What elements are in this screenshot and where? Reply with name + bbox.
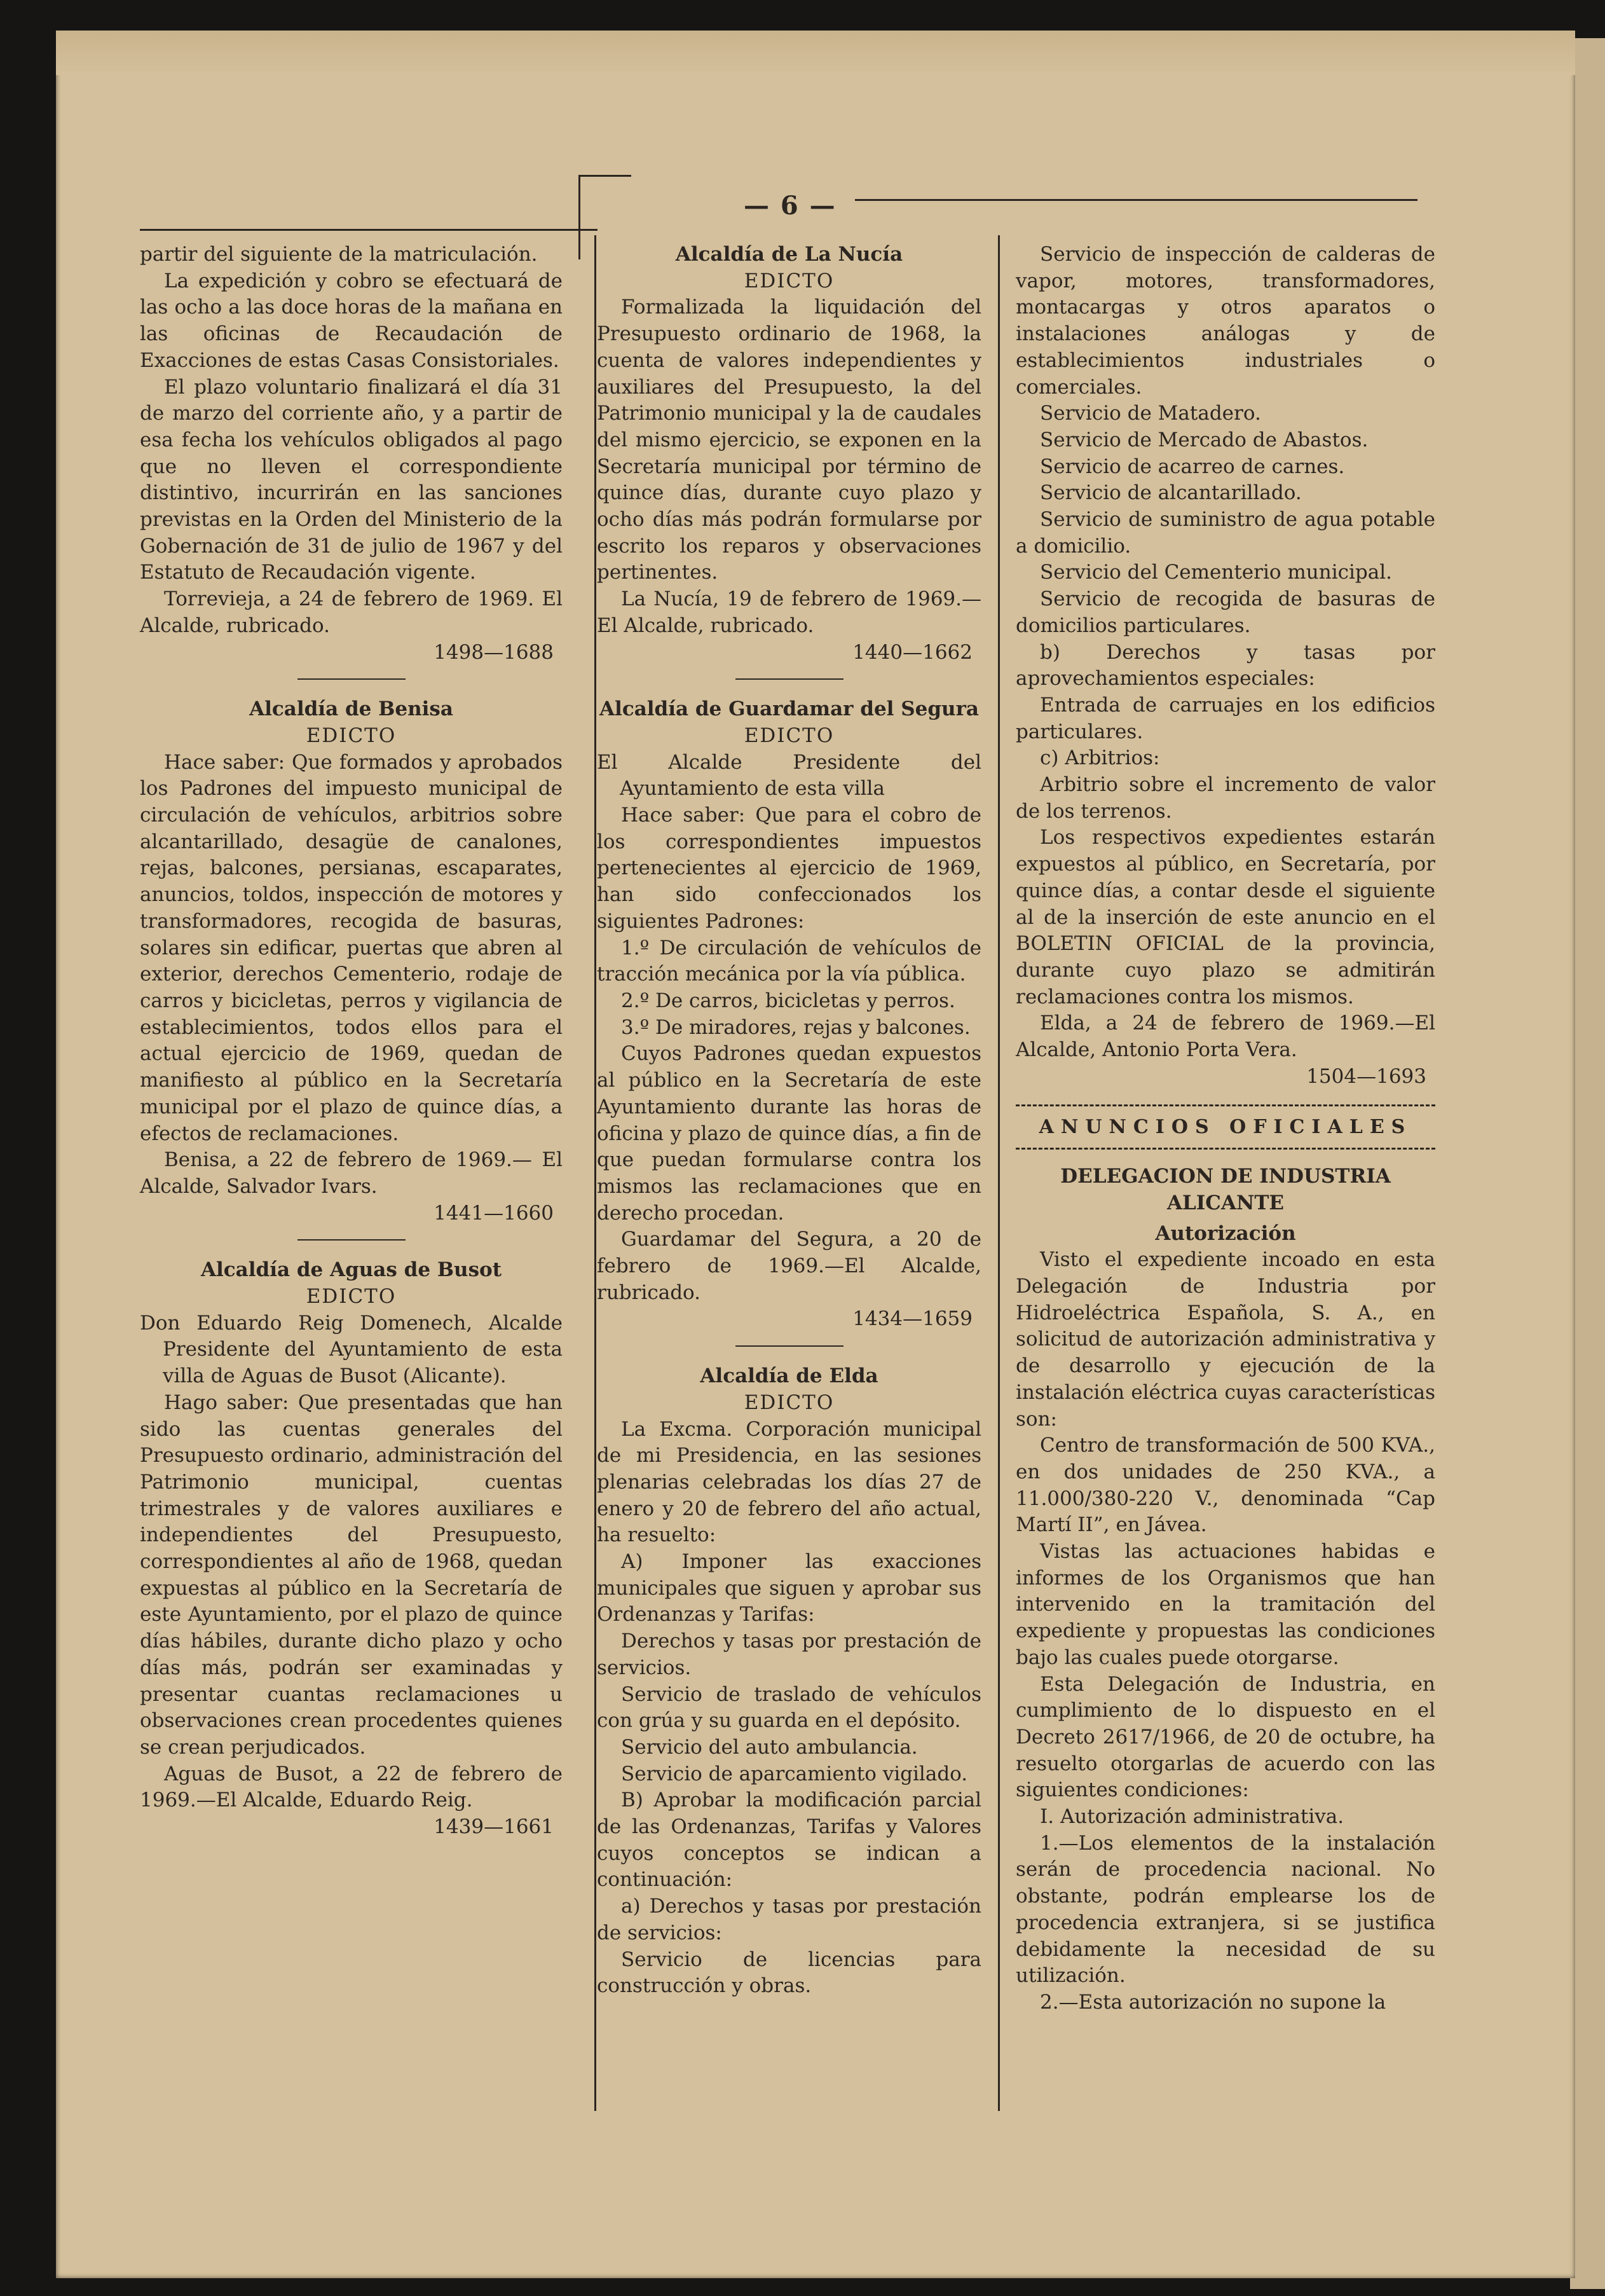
- section-heading: DELEGACION DE INDUSTRIA: [1060, 1165, 1391, 1188]
- reference-number: 1439—1661: [434, 1815, 554, 1839]
- paragraph: Servicio de Mercado de Abastos.: [1040, 428, 1369, 451]
- paragraph: c) Arbitrios:: [1040, 746, 1160, 770]
- header-rule-right: [855, 199, 1417, 201]
- paragraph: Don Eduardo Reig Domenech, Alcalde Presidente del Ayuntamiento de esta villa de Aguas de Busot (Alicante).: [140, 1311, 563, 1388]
- paragraph: A) Imponer las exacciones municipales que siguen y aprobar sus Ordenanzas y Tarifas:: [597, 1550, 981, 1626]
- paragraph: Servicio de Matadero.: [1040, 402, 1261, 425]
- paragraph: Entrada de carruajes en los edificios particulares.: [1016, 693, 1435, 743]
- paragraph: Servicio de inspección de calderas de vapor, motores, transformadores, montacargas y otros aparatos o instalaciones análogas y de establecimientos industriales o comerciales.: [1016, 243, 1435, 399]
- paragraph: Aguas de Busot, a 22 de febrero de 1969.—El Alcalde, Eduardo Reig.: [140, 1762, 563, 1812]
- paragraph: Benisa, a 22 de febrero de 1969.— El Alcalde, Salvador Ivars.: [140, 1148, 563, 1198]
- paragraph: Hace saber: Que formados y aprobados los Padrones del impuesto municipal de circulación de vehículos, arbitrios sobre alcantarillado, desagüe de canalones, rejas, balcones, persianas, escaparates, anuncios, toldos, inspección de motores y transformadores, recogida de basuras, solares sin edificar, puertas que abren al exterior, derechos Cementerio, rodaje de carros y bicicletas, perros y vigilancia de establecimientos, todos ellos para el actual ejercicio de 1969, quedan de manifiesto al público en la Secretaría municipal por el plazo de quince días, a efectos de reclamaciones.: [140, 750, 563, 1145]
- reference-number: 1441—1660: [434, 1201, 554, 1225]
- paragraph: Servicio de alcantarillado.: [1040, 481, 1302, 505]
- paragraph: La Nucía, 19 de febrero de 1969.— El Alcalde, rubricado.: [597, 588, 981, 637]
- edicto-label: EDICTO: [744, 269, 835, 292]
- paragraph: Servicio de traslado de vehículos con grúa y su guarda en el depósito.: [597, 1682, 981, 1733]
- column-divider-2: [998, 235, 1000, 2111]
- paragraph: Guardamar del Segura, a 20 de febrero de 1969.—El Alcalde, rubricado.: [597, 1228, 981, 1304]
- reference-number: 1440—1662: [852, 640, 973, 664]
- paragraph: 2.—Esta autorización no supone la: [1040, 1991, 1386, 2014]
- paragraph: b) Derechos y tasas por aprovechamientos especiales:: [1016, 640, 1435, 691]
- paragraph: Arbitrio sobre el incremento de valor de los terrenos.: [1016, 773, 1435, 823]
- section-heading: Alcaldía de Guardamar del Segura: [599, 698, 979, 721]
- section-subheading: ALICANTE: [1166, 1191, 1285, 1214]
- paragraph: Hago saber: Que presentadas que han sido las cuentas generales del Presupuesto ordinario, administración del Patrimonio municipal, cuentas trimestrales y de valores auxiliares e independientes del Presupuesto, correspondientes al año de 1968, quedan expuestas al público en la Secretaría de este Ayuntamiento, por el plazo de quince días hábiles, durante dicho plazo y ocho días más, podrán ser examinadas y presentar cuantas reclamaciones u observaciones crean procedentes quienes se crean perjudicados.: [140, 1391, 563, 1759]
- separator: [297, 678, 406, 680]
- edicto-label: EDICTO: [306, 724, 397, 747]
- edicto-label: EDICTO: [744, 1391, 835, 1414]
- paragraph: Servicio de licencias para construcción y obras.: [597, 1948, 981, 1998]
- paragraph: Cuyos Padrones quedan expuestos al público en la Secretaría de este Ayuntamiento durante las horas de oficina y plazo de quince días, a fin de que puedan formularse contra los mismos las reclamaciones que en derecho procedan.: [597, 1042, 981, 1225]
- paragraph: Elda, a 24 de febrero de 1969.—El Alcalde, Antonio Porta Vera.: [1016, 1012, 1435, 1062]
- list-item: 3.º De miradores, rejas y balcones.: [621, 1015, 971, 1039]
- paragraph: La Excma. Corporación municipal de mi Presidencia, en las sesiones plenarias celebradas los días 27 de enero y 20 de febrero del año actual, ha resuelto:: [597, 1417, 981, 1547]
- paragraph: Visto el expediente incoado en esta Delegación de Industria por Hidroeléctrica Española, S. A., en solicitud de autorización administrativa y de desarrollo y ejecución de la instalación eléctrica cuyas características son:: [1016, 1248, 1435, 1431]
- edicto-label: EDICTO: [306, 1285, 397, 1309]
- paragraph: I. Autorización administrativa.: [1040, 1805, 1344, 1829]
- autorizacion-heading: Autorización: [1155, 1221, 1296, 1245]
- paragraph: La expedición y cobro se efectuará de las ocho a las doce horas de la mañana en las oficinas de Recaudación de Exacciones de estas Casas Consistoriales.: [140, 269, 563, 372]
- separator: [297, 1239, 406, 1241]
- paragraph: Derechos y tasas por prestación de servicios.: [597, 1630, 981, 1679]
- section-heading: Alcaldía de Benisa: [249, 698, 453, 721]
- paragraph: Servicio de acarreo de carnes.: [1040, 455, 1345, 478]
- paragraph: Torrevieja, a 24 de febrero de 1969. El Alcalde, rubricado.: [140, 588, 563, 637]
- page-top-edge: [56, 31, 1575, 75]
- paragraph: Formalizada la liquidación del Presupuesto ordinario de 1968, la cuenta de valores independientes y auxiliares del Presupuesto, la del Patrimonio municipal y la de caudales del mismo ejercicio, se exponen en la Secretaría municipal por término de quince días, durante cuyo plazo y ocho días más podrán formularse por escrito los reparos y observaciones pertinentes.: [597, 296, 981, 584]
- reference-number: 1504—1693: [1306, 1064, 1426, 1088]
- column-3: [1016, 242, 1435, 2016]
- paragraph: B) Aprobar la modificación parcial de las Ordenanzas, Tarifas y Valores cuyos conceptos se indican a continuación:: [597, 1789, 981, 1892]
- paragraph: Vistas las actuaciones habidas e informes de los Organismos que han intervenido en la tramitación del expediente y propuestas las condiciones bajo las cuales puede otorgarse.: [1016, 1540, 1435, 1669]
- reference-number: 1434—1659: [852, 1307, 973, 1331]
- list-item: 1.º De circulación de vehículos de tracción mecánica por la vía pública.: [597, 936, 981, 986]
- paragraph: El Alcalde Presidente del Ayuntamiento de esta villa: [597, 750, 981, 801]
- paragraph: El plazo voluntario finalizará el día 31 de marzo del corriente año, y a partir de esa fecha los vehículos obligados al pago que no lleven el correspondiente distintivo, incurrirán en las sanciones previstas en la Orden del Ministerio de la Gobernación de 31 de julio de 1967 y del Estatuto de Recaudación vigente.: [140, 375, 563, 584]
- paragraph: Servicio del Cementerio municipal.: [1040, 561, 1393, 584]
- paragraph: 1.—Los elementos de la instalación serán de procedencia nacional. No obstante, podrán emplearse los de procedencia extranjera, si se justifica debidamente la necesidad de su utilización.: [1016, 1831, 1435, 1988]
- paragraph: Servicio de aparcamiento vigilado.: [621, 1762, 968, 1785]
- paragraph: Centro de transformación de 500 KVA., en dos unidades de 250 KVA., a 11.000/380-220 V., denominada “Cap Martí II”, en Jávea.: [1016, 1434, 1435, 1537]
- separator: [735, 1345, 843, 1347]
- section-heading: Alcaldía de Aguas de Busot: [200, 1258, 502, 1282]
- section-heading: Alcaldía de Elda: [700, 1365, 878, 1388]
- anuncios-oficiales-banner: ANUNCIOS OFICIALES: [1016, 1104, 1435, 1150]
- column-2: [594, 242, 981, 2000]
- header-rule-left: [140, 229, 598, 231]
- list-item: 2.º De carros, bicicletas y perros.: [621, 989, 955, 1012]
- paragraph: Los respectivos expedientes estarán expuestos al público, en Secretaría, por quince días, a contar desde el siguiente al de la inserción de este anuncio en el BOLETIN OFICIAL de la provincia, durante cuyo plazo se admitirán reclamaciones contra los mismos.: [1016, 826, 1435, 1008]
- paragraph: Servicio del auto ambulancia.: [621, 1735, 918, 1759]
- paragraph: Hace saber: Que para el cobro de los correspondientes impuestos pertenecientes al ejercicio de 1969, han sido confeccionados los siguientes Padrones:: [597, 804, 981, 933]
- paragraph: Servicio de recogida de basuras de domicilios particulares.: [1016, 588, 1435, 637]
- edicto-label: EDICTO: [744, 724, 835, 747]
- adjacent-page-edge: [1570, 38, 1605, 2289]
- section-heading: Alcaldía de La Nucía: [675, 243, 903, 266]
- paragraph: Esta Delegación de Industria, en cumplimiento de lo dispuesto en el Decreto 2617/1966, de 20 de octubre, ha resuelto otorgarlas de acuerdo con las siguientes condiciones:: [1016, 1672, 1435, 1802]
- page-number: — 6 —: [744, 191, 837, 221]
- reference-number: 1498—1688: [434, 640, 554, 664]
- column-1: [140, 242, 563, 1841]
- paragraph: Servicio de suministro de agua potable a domicilio.: [1016, 508, 1435, 558]
- paragraph: partir del siguiente de la matriculación.: [140, 243, 538, 266]
- separator: [735, 678, 843, 680]
- paragraph: a) Derechos y tasas por prestación de servicios:: [597, 1895, 981, 1944]
